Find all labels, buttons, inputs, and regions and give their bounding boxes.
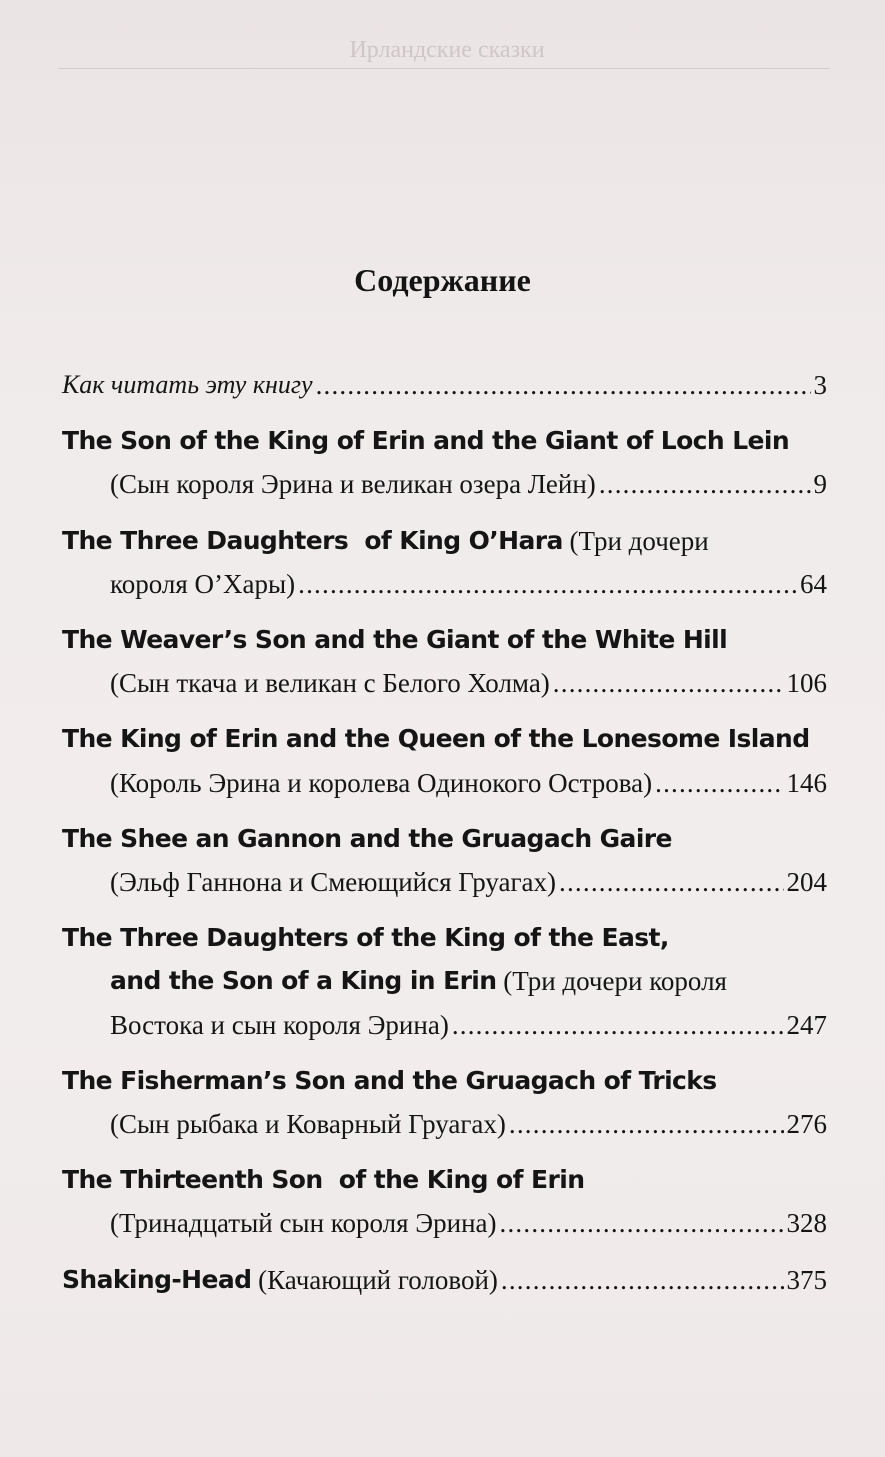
toc-line: [62, 1160, 827, 1200]
entry-title-russian: (Сын короля Эрина и великан озера Лейн): [110, 469, 596, 500]
dot-leader: [553, 663, 784, 703]
toc-line: [110, 961, 827, 1001]
toc-title: Содержание: [354, 262, 531, 298]
entry-title-russian: (Сын рыбака и Коварный Груагах): [110, 1109, 506, 1139]
page-number: 204: [786, 867, 827, 897]
toc-line: [62, 1260, 827, 1300]
toc-line: [62, 521, 827, 561]
entry-title-english: The Three Daughters of the King of the East,: [62, 923, 669, 953]
page-number: 375: [786, 1264, 827, 1295]
page-number: 3: [813, 370, 827, 400]
dot-leader: [298, 564, 797, 604]
dot-leader: [655, 763, 783, 803]
toc-line: [110, 564, 827, 604]
entry-title-russian: (Качающий головой): [251, 1264, 498, 1295]
dot-leader: [500, 1203, 784, 1243]
entry-title-english: The Weaver’s Son and the Giant of the White Hill: [62, 625, 728, 654]
entry-title-english: The Three Daughters of King O’Hara: [62, 525, 563, 555]
toc-line: [110, 1104, 827, 1144]
toc-line: [62, 421, 827, 461]
toc-line: [110, 862, 827, 902]
toc-line: [110, 464, 827, 504]
toc-line: [110, 763, 827, 803]
toc-line: [110, 1203, 827, 1243]
entry-title-italic: Как читать эту книгу: [62, 370, 313, 399]
entry-title-russian: Востока и сын короля Эрина): [110, 1009, 449, 1040]
toc-line: [62, 719, 827, 759]
dot-leader: [559, 862, 783, 902]
entry-title-english: The King of Erin and the Queen of the Lonesome Island: [62, 724, 810, 754]
dot-leader: [452, 1005, 784, 1045]
page-number: 64: [800, 568, 827, 599]
entry-title-english: The Shee an Gannon and the Gruagach Gaire: [62, 823, 672, 853]
dot-leader: [316, 365, 811, 405]
entry-title-russian: (Эльф Ганнона и Смеющийся Груагах): [110, 867, 557, 897]
page-number: 146: [786, 767, 827, 798]
dot-leader: [599, 464, 811, 504]
toc-line: [62, 819, 827, 859]
toc-line: [110, 1005, 827, 1045]
toc-line: [110, 663, 827, 703]
entry-title-russian: (Сын ткача и великан с Белого Холма): [110, 668, 550, 699]
page-number: 106: [786, 668, 827, 699]
dot-leader: [501, 1260, 784, 1300]
entry-title-russian: короля О’Хары): [110, 568, 296, 599]
entry-title-english: The Son of the King of Erin and the Giant of Loch Lein: [62, 426, 790, 456]
dot-leader: [509, 1104, 784, 1144]
page-number: 9: [813, 469, 827, 500]
entry-title-english: The Fisherman’s Son and the Gruagach of Tricks: [62, 1065, 717, 1095]
page-number: 276: [786, 1109, 827, 1139]
header-rule: [58, 68, 830, 69]
entry-title-english: Shaking-Head: [62, 1264, 252, 1294]
page-number: 328: [786, 1208, 827, 1239]
entry-title-english: and the Son of a King in Erin: [110, 966, 497, 996]
entry-title-english: The Thirteenth Son of the King of Erin: [62, 1165, 585, 1195]
entry-title-russian: (Три дочери короля: [496, 966, 727, 997]
entry-title-russian: (Тринадцатый сын короля Эрина): [110, 1208, 497, 1239]
header-bleed: Ирландские сказки: [349, 37, 545, 63]
page-number: 247: [786, 1009, 827, 1040]
toc-line: [62, 620, 827, 660]
toc-line: [62, 1061, 827, 1101]
toc-line: [62, 918, 827, 958]
entry-title-russian: (Три дочери: [562, 525, 709, 556]
toc-line: [62, 365, 827, 405]
entry-title-russian: (Король Эрина и королева Одинокого Острова): [110, 767, 653, 798]
